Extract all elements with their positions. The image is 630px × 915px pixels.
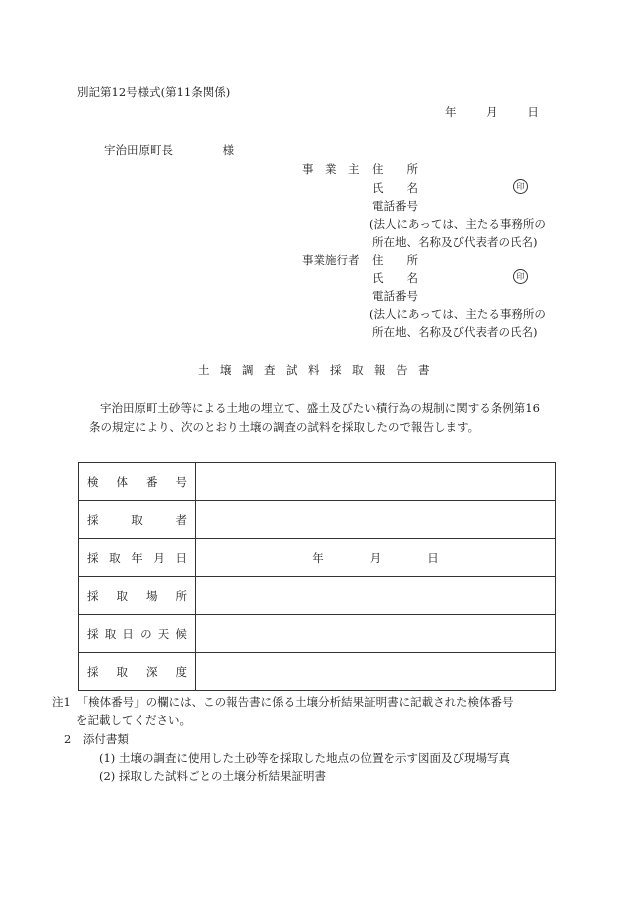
row-label <box>79 512 195 528</box>
row-value-cell[interactable] <box>196 539 556 577</box>
date-line <box>445 104 539 120</box>
row-label-char: 月 <box>153 550 165 565</box>
row-value-cell[interactable] <box>196 463 556 501</box>
document-title: 土壌調査試料採取報告書 <box>198 363 440 377</box>
row-label <box>79 474 195 490</box>
row-label-char: 号 <box>175 474 187 489</box>
row-label-char: 度 <box>175 664 187 679</box>
row-label-char: 採 <box>87 588 99 603</box>
note-1-line-1: 注1 「検体番号」の欄には、この報告書に係る土壌分析結果証明書に記載された検体番号 <box>52 695 514 709</box>
body-line-1: 宇治田原町土砂等による土地の埋立て、盛土及びたい積行為の規制に関する条例第16 <box>100 401 540 415</box>
phone-label: 電話番号 <box>372 289 418 303</box>
row-label-char: 体 <box>116 474 128 489</box>
table-row <box>79 577 556 615</box>
party-title: 事 業 主 <box>302 162 360 176</box>
table-row <box>79 501 556 539</box>
row-label <box>79 550 195 566</box>
row-label-char: 採 <box>87 664 99 679</box>
row-label-char: 年 <box>131 550 143 565</box>
note-2-item-2: (2) 採取した試料ごとの土壌分析結果証明書 <box>99 769 326 783</box>
row-label-char: 取 <box>116 588 128 603</box>
name-label: 氏 名 <box>372 181 418 195</box>
row-label-char: 取 <box>109 550 121 565</box>
corp-note-line2: 所在地、名称及び代表者の氏名) <box>372 235 538 249</box>
row-label-char: 日 <box>175 550 187 565</box>
row-label-char: 所 <box>175 588 187 603</box>
row-label-cell <box>79 539 196 577</box>
form-id: 別記第12号様式(第11条関係) <box>77 85 231 99</box>
note-1-line-2: を記載してください。 <box>76 713 191 727</box>
row-label <box>79 664 195 680</box>
row-label-char: 採 <box>87 512 99 527</box>
row-label-char: 天 <box>157 626 170 641</box>
row-value-cell[interactable] <box>196 501 556 539</box>
phone-label: 電話番号 <box>372 199 418 213</box>
row-label-cell <box>79 653 196 691</box>
table-row <box>79 463 556 501</box>
body-line-2: 条の規定により、次のとおり土壌の調査の試料を採取したので報告します。 <box>89 420 480 434</box>
row-label-cell <box>79 615 196 653</box>
row-label-char: 取 <box>104 626 117 641</box>
address-label: 住 所 <box>372 253 418 267</box>
row-label-char: 者 <box>175 512 187 527</box>
row-label-char: 日 <box>122 626 134 641</box>
row-label-cell <box>79 577 196 615</box>
row-label-char: 採 <box>87 626 99 641</box>
row-value-cell[interactable] <box>196 615 556 653</box>
addressee-name: 宇治田原町長 <box>104 143 173 157</box>
address-label: 住 所 <box>372 162 418 176</box>
addressee-honorific: 様 <box>222 143 235 157</box>
row-label-char: 番 <box>146 474 158 489</box>
sample-report-table <box>78 462 556 691</box>
row-label <box>79 626 195 642</box>
seal-mark: 印 <box>513 179 528 194</box>
addressee <box>104 142 234 158</box>
table-row <box>79 539 556 577</box>
note-2-item-1: (1) 土壌の調査に使用した土砂等を採取した地点の位置を示す図面及び現場写真 <box>99 751 510 765</box>
row-label-char: 取 <box>116 664 128 679</box>
corp-note-line1: (法人にあっては、主たる事務所の <box>369 307 546 321</box>
row-label-cell <box>79 501 196 539</box>
row-label-char: 場 <box>146 588 158 603</box>
row-label-char: 深 <box>146 664 158 679</box>
row-label-cell <box>79 463 196 501</box>
row-label-char: の <box>140 626 152 641</box>
row-label <box>79 588 195 604</box>
row-label-char: 採 <box>87 550 99 565</box>
seal-mark: 印 <box>513 269 528 284</box>
row-label-char: 検 <box>87 474 99 489</box>
note-2-title: 2 添付書類 <box>64 732 129 746</box>
date-month-label: 月 <box>486 105 498 119</box>
party-title: 事業施行者 <box>302 253 360 267</box>
table-row <box>79 653 556 691</box>
date-year-label: 年 <box>445 105 457 119</box>
row-value-cell[interactable] <box>196 577 556 615</box>
corp-note-line2: 所在地、名称及び代表者の氏名) <box>372 325 538 339</box>
corp-note-line1: (法人にあっては、主たる事務所の <box>369 217 546 231</box>
row-label-char: 候 <box>175 626 187 641</box>
date-value: 年 月 日 <box>312 550 439 565</box>
name-label: 氏 名 <box>372 271 418 285</box>
table-row <box>79 615 556 653</box>
date-day-label: 日 <box>527 105 539 119</box>
row-label-char: 取 <box>131 512 143 527</box>
row-value-cell[interactable] <box>196 653 556 691</box>
